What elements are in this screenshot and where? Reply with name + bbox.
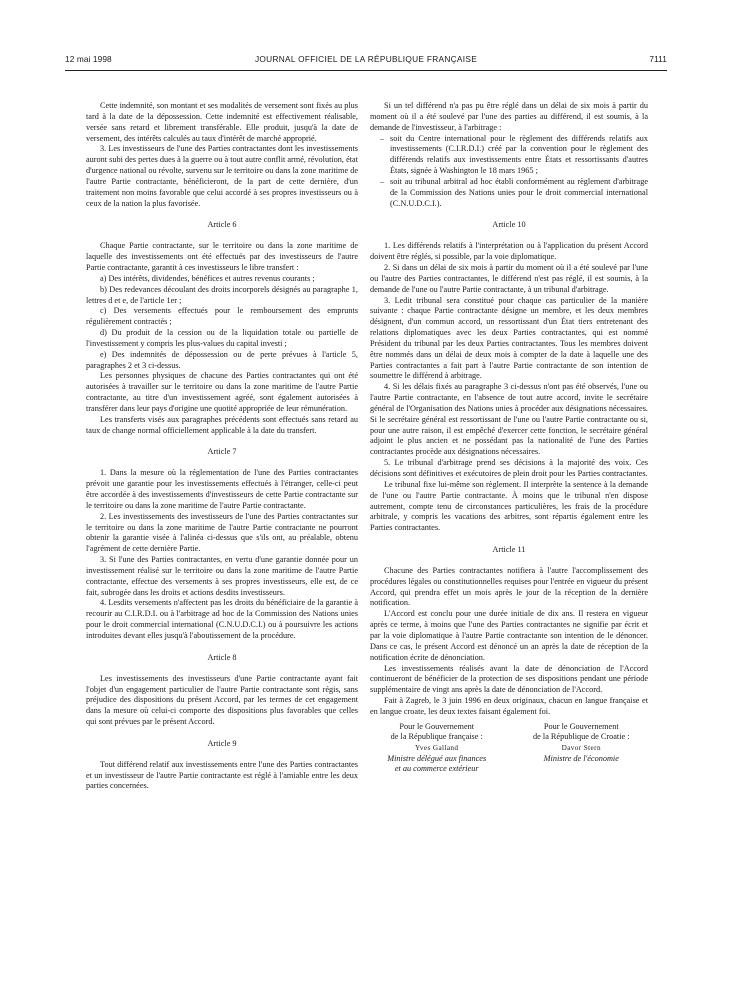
- left-column: [86, 101, 358, 792]
- paragraph: 5. Le tribunal d'arbitrage prend ses décisions à la majorité des voix. Ces décisions sont définitives et exécutoires de plein droit pour les Parties contractantes.: [370, 458, 648, 478]
- paragraph: L'Accord est conclu pour une durée initiale de dix ans. Il restera en vigueur après ce terme, à moins que l'une des Parties contractantes ne signifie par écrit et par la voie diplomatique à l'autre Partie contractante son intention de le dénoncer. Dans ce cas, le présent Accord est dénoncé un an après la date de réception de la notification écrite de dénonciation.: [370, 609, 648, 662]
- signatory-croatia: [515, 722, 648, 775]
- list-item: e) Des indemnités de dépossession ou de perte prévues à l'article 5, paragraphes 2 et 3 ci-dessus.: [86, 349, 358, 370]
- paragraph: 3. Les investisseurs de l'une des Parties contractantes dont les investissements auront subi des pertes dues à la guerre ou à tout autre conflit armé, révolution, état d'urgence national ou révolte, survenu sur le territoire ou dans la zone maritime de l'autre Partie contractante, bénéficieront, de la part de cette dernière, d'un traitement non moins favorable que celui accordé à ses propres investisseurs ou à ceux de la nation la plus favorisée.: [86, 144, 358, 208]
- paragraph: Fait à Zagreb, le 3 juin 1996 en deux originaux, chacun en langue française et en langue croate, les deux textes faisant également foi.: [370, 696, 648, 716]
- signatory-line: Pour le Gouvernement: [543, 721, 619, 731]
- signatory-name: Yves Galland: [415, 743, 459, 752]
- signatory-line: de la République de Croatie :: [533, 732, 630, 742]
- right-column: [370, 101, 648, 775]
- list-item: – soit du Centre international pour le règlement des différends relatifs aux investissements (C.I.R.D.I.) créé par la convention pour le règlement des différends relatifs aux investissements entre États et ressortissants d'autres États, signée à Washington le 18 mars 1965 ;: [370, 134, 648, 177]
- paragraph: Chacune des Parties contractantes notifiera à l'autre l'accomplissement des procédures légales ou constitutionnelles requises pour l'entrée en vigueur du présent Accord, qui prendra effet un mois après le jour de la réception de la dernière notification.: [370, 565, 648, 608]
- paragraph: 1. Les différends relatifs à l'interprétation ou à l'application du présent Accord doivent être réglés, si possible, par la voie diplomatique.: [370, 241, 648, 262]
- paragraph: Tout différend relatif aux investissements entre l'une des Parties contractantes et un investisseur de l'autre Partie contractante est réglé à l'amiable entre les deux parties concernées.: [86, 759, 358, 791]
- paragraph: 1. Dans la mesure où la réglementation de l'une des Parties contractantes prévoit une garantie pour les investissements effectués à l'étranger, celle-ci peut être accordée à des investissements d'investisseurs de cette Partie contractante sur le territoire ou dans la zone maritime de l'autre Partie contractante.: [86, 468, 358, 510]
- paragraph: Cette indemnité, son montant et ses modalités de versement sont fixés au plus tard à la date de la dépossession. Cette indemnité est effectivement réalisable, versée sans retard et librement transférable. Elle produit, jusqu'à la date de versement, des intérêts calculés au taux d'intérêt de marché approprié.: [86, 101, 358, 143]
- paragraph: 4. Lesdits versements n'affectent pas les droits du bénéficiaire de la garantie à recourir au C.I.R.D.I. ou à l'arbitrage ad hoc de la Commission des Nations unies pour le droit commercial international (C.N.U.D.C.I.) ou à poursuivre les actions introduites devant elles jusqu'à l'aboutissement de la procédure.: [86, 598, 358, 640]
- list-item: c) Des versements effectués pour le remboursement des emprunts régulièrement contractés ;: [86, 306, 358, 327]
- paragraph: Le tribunal fixe lui-même son règlement. Il interprète la sentence à la demande de l'une ou l'autre Partie contractante. À moins que le tribunal n'en dispose autrement, compte tenu de circonstances particulières, les frais de la procédure arbitrale, y compris les vacations des arbitres, sont répartis également entre les Parties contractantes.: [370, 479, 648, 533]
- signatory-france: [370, 722, 503, 775]
- list-item: b) Des redevances découlant des droits incorporels désignés au paragraphe 1, lettres d et e, de l'article 1er ;: [86, 284, 358, 305]
- paragraph: 3. Ledit tribunal sera constitué pour chaque cas particulier de la manière suivante : chaque Partie contractante désigne un membre, et les deux membres désignent, d'un commun accord, un ressortissant d'un État tiers entretenant des relations diplomatiques avec les deux Parties contractantes, qui est nommé Président du tribunal par les deux Parties contractantes. Tous les membres doivent être nommés dans un délai de deux mois à compter de la date à laquelle une des Parties contractantes a fait part à l'autre Partie contractante de son intention de soumettre le différend à arbitrage.: [370, 295, 648, 381]
- paragraph: 4. Si les délais fixés au paragraphe 3 ci-dessus n'ont pas été observés, l'une ou l'autre Partie contractante, en l'absence de tout autre accord, invite le secrétaire général de l'Organisation des Nations unies à procéder aux désignations nécessaires. Si le secrétaire général est ressortissant de l'une ou l'autre Partie contractante ou si, pour une autre raison, il est empêché d'exercer cette fonction, le secrétaire général adjoint le plus ancien et ne possédant pas la nationalité de l'une des Parties contractantes procède aux désignations nécessaires.: [370, 382, 648, 457]
- list-item: – soit au tribunal arbitral ad hoc établi conformément au règlement d'arbitrage de la Commission des Nations unies pour le droit commercial international (C.N.U.D.C.I.).: [370, 177, 648, 210]
- issue-date: 12 mai 1998: [65, 54, 112, 64]
- paragraph: Les investissements réalisés avant la date de dénonciation de l'Accord continueront de bénéficier de la protection de ses dispositions pendant une période supplémentaire de vingt ans après la date de dénonciation de l'Accord.: [370, 663, 648, 695]
- signatory-title: Ministre délégué aux finances: [387, 753, 487, 763]
- paragraph: 2. Les investissements des investisseurs de l'une des Parties contractantes sur le territoire ou dans la zone maritime de l'autre Partie contractante ne pourront obtenir la garantie visée à l'alinéa ci-dessus que s'ils ont, au préalable, obtenu l'agrément de cette dernière Partie.: [86, 511, 358, 554]
- article-6-heading: Article 6: [207, 220, 237, 230]
- paragraph: Chaque Partie contractante, sur le territoire ou dans la zone maritime de laquelle des investissements ont été effectués par des investisseurs de l'autre Partie contractante, garantit à ces investisseurs le libre transfert :: [86, 241, 358, 272]
- article-10-heading: Article 10: [492, 220, 526, 230]
- header-rule: [65, 70, 667, 71]
- article-7-heading: Article 7: [207, 447, 237, 457]
- paragraph: 2. Si dans un délai de six mois à partir du moment où il a été soulevé par l'une ou l'autre des Parties contractantes, le différend n'est pas réglé, il est soumis, à la demande de l'une ou l'autre Partie contractante, à un tribunal d'arbitrage.: [370, 262, 648, 294]
- article-9-heading: Article 9: [207, 738, 237, 748]
- signatory-name: Davor Stern: [561, 743, 601, 752]
- signature-block: [370, 722, 648, 775]
- article-8-heading: Article 8: [207, 652, 237, 662]
- paragraph: 3. Si l'une des Parties contractantes, en vertu d'une garantie donnée pour un investissement réalisé sur le territoire ou dans la zone maritime de l'autre Partie contractante, effectue des versements à ses propres investisseurs, elle est, de ce fait, subrogée dans les droits et actions desdits investisseurs.: [86, 555, 358, 597]
- paragraph: Les investissements des investisseurs d'une Partie contractante ayant fait l'objet d'un engagement particulier de l'autre Partie contractante sont régis, sans préjudice des dispositions du présent Accord, par les termes de cet engagement dans la mesure où celui-ci comporte des dispositions plus favorables que celles qui sont prévues par le présent Accord.: [86, 673, 358, 727]
- page-header: [65, 54, 667, 68]
- page-number: 7111: [649, 54, 667, 64]
- signatory-title: et au commerce extérieur: [394, 764, 479, 774]
- paragraph: Les personnes physiques de chacune des Parties contractantes qui ont été autorisées à travailler sur le territoire ou dans la zone maritime de l'autre Partie contractante, au titre d'un investissement agréé, sont également autorisées à transférer dans leur pays d'origine une quotité appropriée de leur rémunération.: [86, 371, 358, 413]
- paragraph: Si un tel différend n'a pas pu être réglé dans un délai de six mois à partir du moment où il a été soulevé par l'une des parties au différend, il est soumis, à la demande de l'investisseur, à l'arbitrage :: [370, 101, 648, 132]
- signatory-title: Ministre de l'économie: [543, 753, 619, 763]
- list-item: a) Des intérêts, dividendes, bénéfices et autres revenus courants ;: [100, 273, 315, 283]
- paragraph: Les transferts visés aux paragraphes précédents sont effectués sans retard au taux de change normal officiellement applicable à la date du transfert.: [86, 414, 358, 435]
- article-11-heading: Article 11: [492, 545, 526, 555]
- list-item: d) Du produit de la cession ou de la liquidation totale ou partielle de l'investissement y compris les plus-values du capital investi ;: [86, 328, 358, 348]
- signatory-line: Pour le Gouvernement: [399, 721, 475, 731]
- journal-title: JOURNAL OFFICIEL DE LA RÉPUBLIQUE FRANÇAISE: [254, 54, 478, 64]
- signatory-line: de la République française :: [390, 732, 483, 742]
